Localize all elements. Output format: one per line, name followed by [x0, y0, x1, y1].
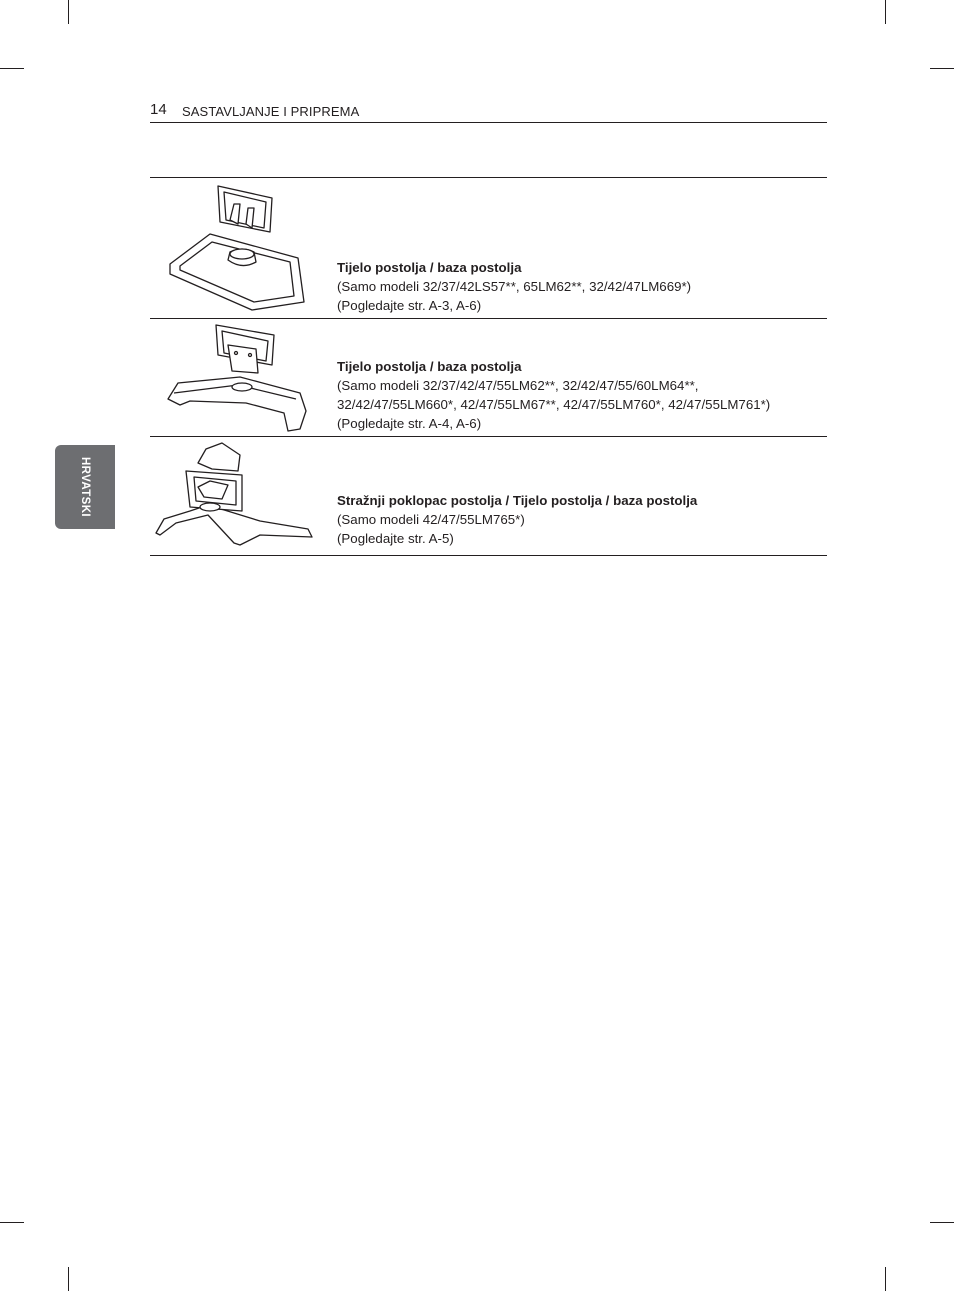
- item-description: [337, 258, 691, 315]
- item-models: (Samo modeli 42/47/55LM765*): [337, 512, 525, 527]
- crop-mark: [0, 1222, 24, 1223]
- page-header: [150, 100, 827, 123]
- parts-table: [150, 177, 827, 556]
- crop-mark: [930, 1222, 954, 1223]
- crop-mark: [68, 0, 69, 24]
- item-models: 32/42/47/55LM660*, 42/47/55LM67**, 42/47/55LM760*, 42/47/55LM761*): [337, 397, 771, 412]
- item-title: Tijelo postolja / baza postolja: [337, 260, 522, 275]
- stand-body-base-illustration: [150, 319, 330, 436]
- crop-mark: [68, 1267, 69, 1291]
- section-title: SASTAVLJANJE I PRIPREMA: [182, 104, 360, 119]
- stand-cover-body-base-illustration: [150, 437, 330, 555]
- item-title: Stražnji poklopac postolja / Tijelo postolja / baza postolja: [337, 493, 698, 508]
- crop-mark: [885, 0, 886, 24]
- item-models: (Samo modeli 32/37/42LS57**, 65LM62**, 32/42/47LM669*): [337, 279, 692, 294]
- crop-mark: [885, 1267, 886, 1291]
- table-row: [150, 178, 827, 319]
- table-row: [150, 319, 827, 437]
- item-models: (Samo modeli 32/37/42/47/55LM62**, 32/42/47/55/60LM64**,: [337, 378, 699, 393]
- item-description: [337, 357, 770, 433]
- crop-mark: [0, 68, 24, 69]
- item-page-ref: (Pogledajte str. A-4, A-6): [337, 416, 482, 431]
- language-tab: [55, 445, 115, 529]
- item-page-ref: (Pogledajte str. A-5): [337, 531, 454, 546]
- item-page-ref: (Pogledajte str. A-3, A-6): [337, 298, 482, 313]
- language-tab-label: HRVATSKI: [79, 456, 91, 518]
- item-title: Tijelo postolja / baza postolja: [337, 359, 522, 374]
- item-description: [337, 491, 697, 548]
- page-number: 14: [150, 101, 167, 118]
- crop-mark: [930, 68, 954, 69]
- stand-body-base-illustration: [150, 178, 330, 318]
- table-row: [150, 437, 827, 556]
